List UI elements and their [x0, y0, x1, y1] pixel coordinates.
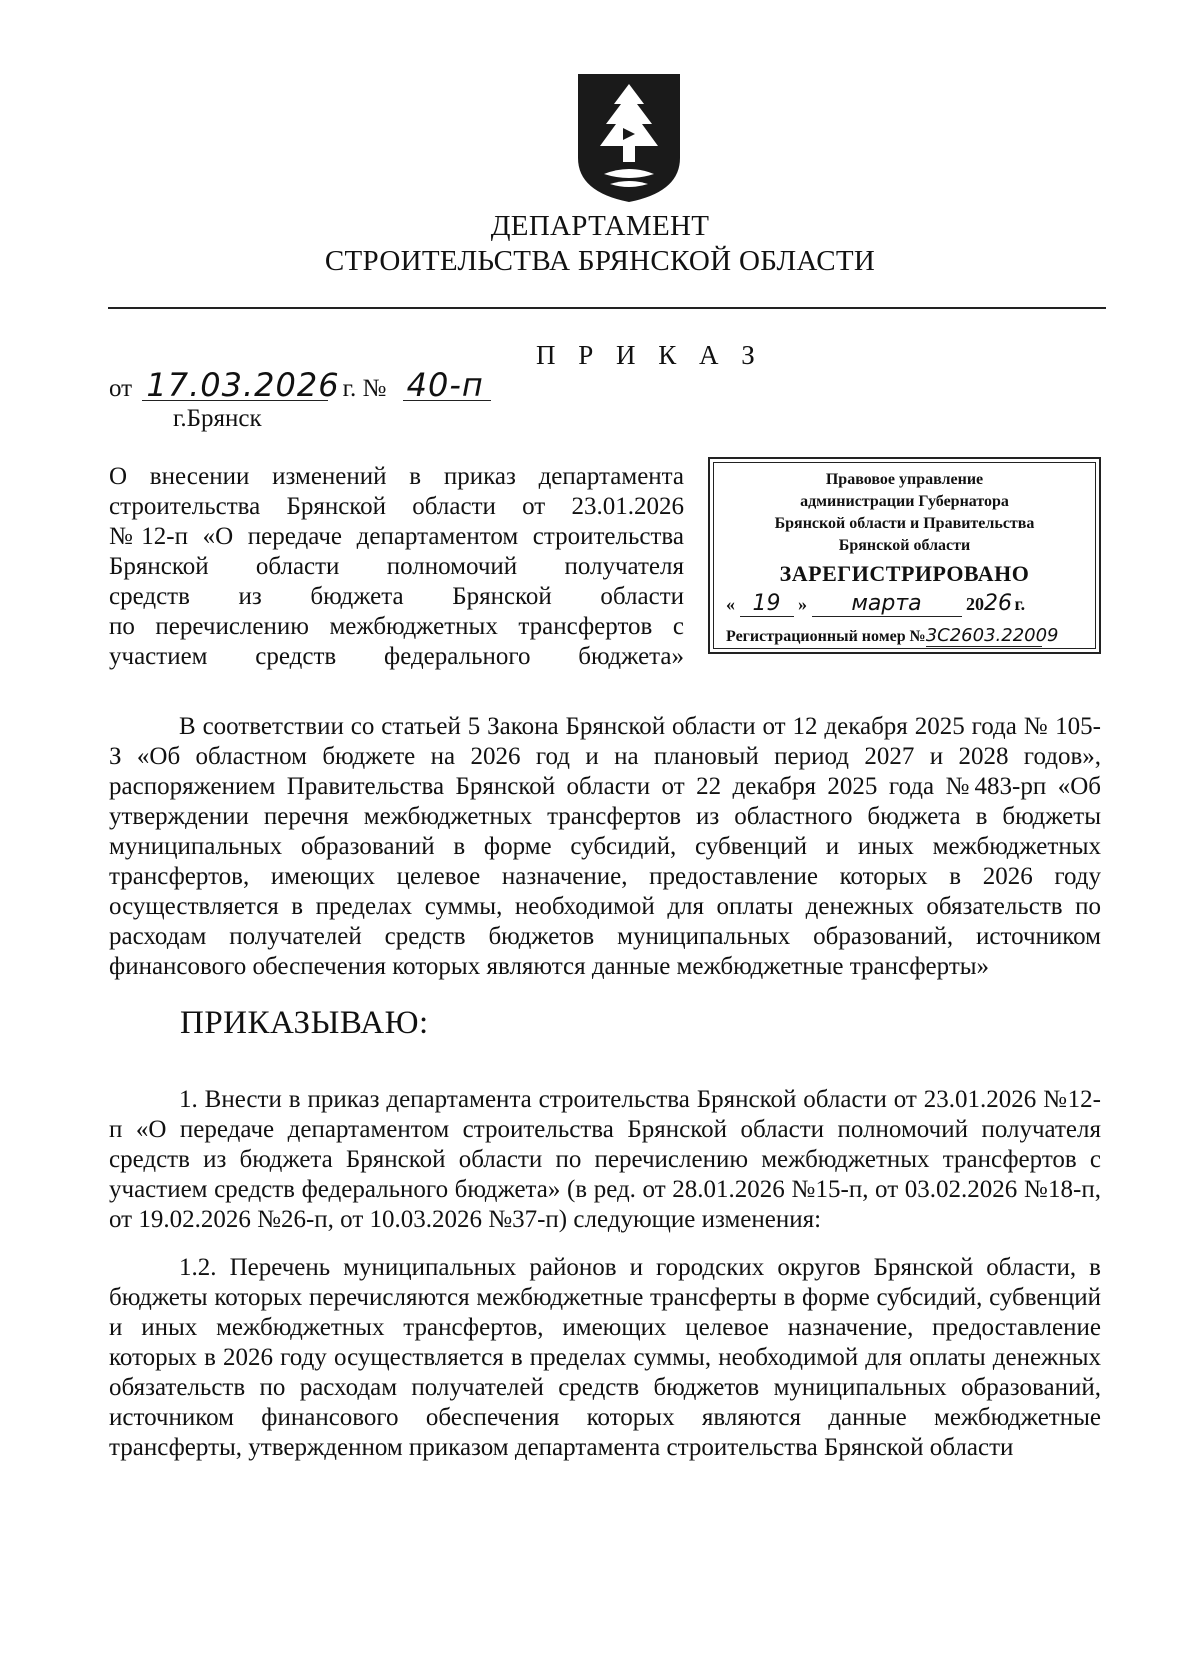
subject-line: №12-п «О передаче департаментом строительства: [109, 523, 684, 550]
stamp-reg-label: Регистрационный номер №: [726, 628, 926, 645]
stamp-year-suffix: г.: [1014, 594, 1026, 614]
subject-line: средств из бюджета Брянской области: [109, 583, 684, 610]
decree-heading: ПРИКАЗЫВАЮ:: [180, 1005, 429, 1041]
document-type-title: П Р И К А З: [536, 340, 763, 370]
stamp-org-line: администрации Губернатора: [800, 493, 1009, 510]
stamp-registered-label: ЗАРЕГИСТРИРОВАНО: [779, 561, 1030, 586]
item-1-paragraph: [109, 1085, 1101, 1235]
subject-line: Брянской области полномочий получателя: [109, 553, 684, 580]
stamp-year-handwritten: 26: [984, 591, 1012, 616]
stamp-reg-number-handwritten: 3С2603.22009: [925, 625, 1059, 646]
department-name-line2: СТРОИТЕЛЬСТВА БРЯНСКОЙ ОБЛАСТИ: [324, 245, 876, 277]
item-1-text: 1. Внести в приказ департамента строительства Брянской области от 23.01.2026 №12-п «О передаче департаментом строительства Брянской области полномочий получателя средств из бюджета Брянской области по перечислению межбюджетных трансфертов с участием средств федерального бюджета» (в ред. от 28.01.2026 №15-п, от 03.02.2026 №18-п, от 19.02.2026 №26-п, от 10.03.2026 №37-п) следующие изменения:: [109, 1086, 1101, 1233]
stamp-month-handwritten: марта: [812, 591, 962, 617]
order-number-label: г. №: [342, 375, 387, 402]
order-subject: [109, 462, 684, 672]
stamp-org-line: Брянской области и Правительства: [774, 515, 1035, 532]
department-name-line1: ДЕПАРТАМЕНТ: [490, 210, 710, 242]
subject-line: по перечислению межбюджетных трансфертов с: [109, 613, 684, 640]
stamp-day-handwritten: 19: [740, 591, 794, 617]
stamp-org-line: Правовое управление: [825, 471, 984, 488]
order-number-handwritten: 40-п: [403, 370, 491, 401]
stamp-quote: «: [726, 594, 735, 614]
coat-of-arms-icon: [574, 70, 684, 206]
stamp-registration-number: [710, 625, 1099, 647]
stamp-org-line: Брянской области: [838, 537, 971, 554]
subject-line: участием средств федерального бюджета»: [109, 643, 684, 670]
subject-line: строительства Брянской области от 23.01.2026: [109, 493, 684, 520]
stamp-year-prefix: 20: [966, 594, 984, 614]
preamble-paragraph: [109, 712, 1101, 982]
item-1-2-text: 1.2. Перечень муниципальных районов и городских округов Брянской области, в бюджеты которых перечисляются межбюджетные трансферты в форме субсидий, субвенций и иных межбюджетных трансфертов, имеющих целевое назначение, предоставление которых в 2026 году осуществляется в пределах суммы, необходимой для оплаты денежных обязательств по расходам получателей средств бюджетов муниципальных образований, источником финансового обеспечения которых являются данные межбюджетные трансферты, утвержденном приказом департамента строительства Брянской области: [109, 1254, 1101, 1461]
order-city: г.Брянск: [173, 405, 262, 432]
date-prefix: от: [109, 375, 133, 402]
preamble-text: В соответствии со статьей 5 Закона Брянской области от 12 декабря 2025 года № 105-З «Об областном бюджете на 2026 год и на плановый период 2027 и 2028 годов», распоряжением Правительства Брянской области от 22 декабря 2025 года №483-рп «Об утверждении перечня межбюджетных трансфертов из областного бюджета в бюджеты муниципальных образований в форме субсидий, субвенций и иных межбюджетных трансфертов, имеющих целевое назначение, предоставление которых в 2026 году осуществляется в пределах суммы, необходимой для оплаты денежных обязательств по расходам получателей средств бюджетов муниципальных образований, источником финансового обеспечения которых являются данные межбюджетные трансферты»: [109, 713, 1101, 980]
registration-stamp: [708, 457, 1101, 654]
stamp-quote: »: [798, 594, 807, 614]
stamp-date: [710, 591, 1099, 617]
order-date-handwritten: 17.03.2026: [142, 370, 328, 401]
subject-line: О внесении изменений в приказ департамента: [109, 463, 684, 490]
stamp-organization: [710, 469, 1099, 557]
item-1-2-paragraph: [109, 1253, 1101, 1463]
order-date-number-line: [109, 366, 491, 404]
header-divider: [108, 307, 1106, 309]
